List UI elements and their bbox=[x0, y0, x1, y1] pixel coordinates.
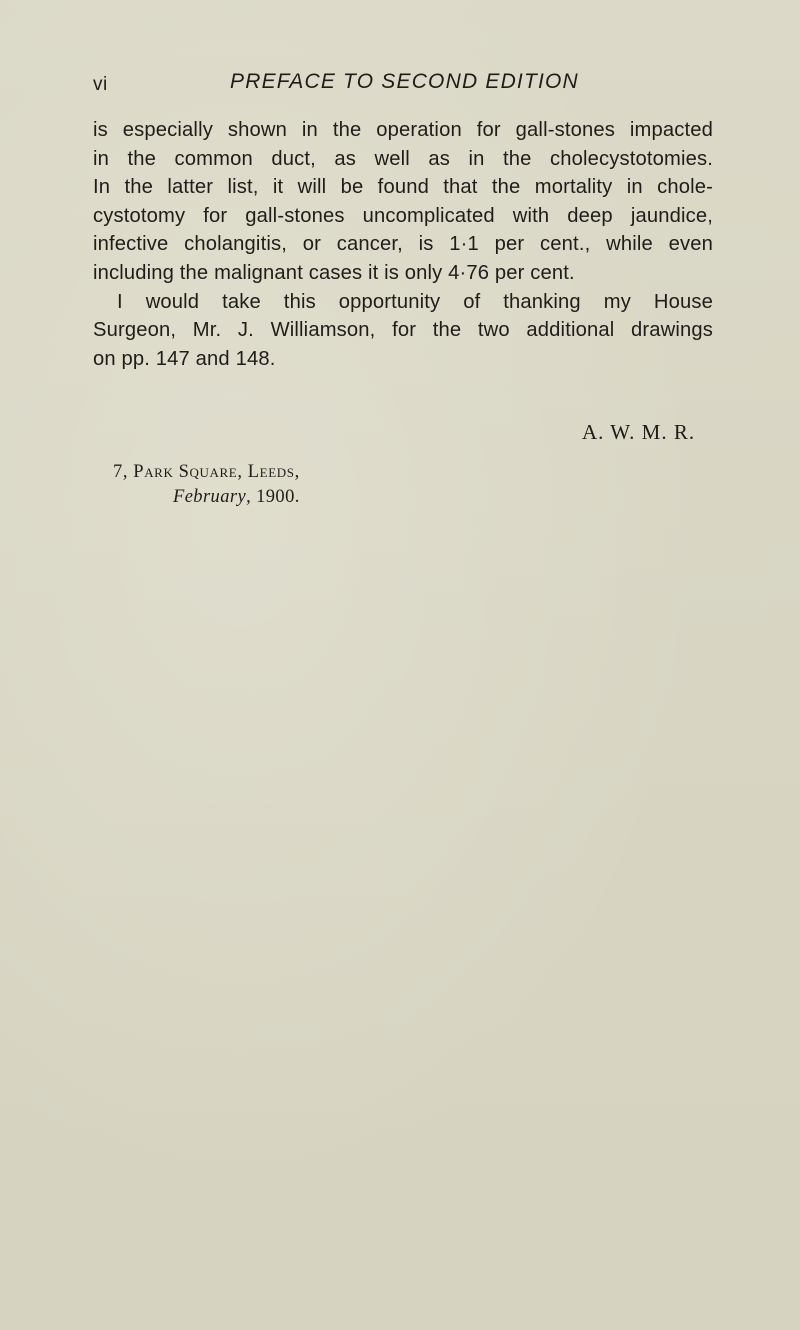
body-text bbox=[93, 116, 713, 373]
text-line: in the common duct, as well as in the cholecystotomies. bbox=[93, 147, 713, 170]
date-year: , 1900. bbox=[246, 487, 300, 507]
text-line: is especially shown in the operation for gall-stones impacted bbox=[93, 119, 713, 141]
running-head: PREFACE TO SECOND EDITION bbox=[230, 70, 579, 93]
text-line: including the malignant cases it is only 4·76 per cent. bbox=[93, 261, 575, 284]
text-line: infective cholangitis, or cancer, is 1·1 per cent., while even bbox=[93, 233, 713, 256]
page-header bbox=[93, 70, 653, 100]
text-line: I would take this opportunity of thanking my House bbox=[117, 290, 713, 313]
author-address: 7, Park Square, Leeds, bbox=[113, 462, 300, 482]
text-line: In the latter list, it will be found that the mortality in chole- bbox=[93, 176, 713, 199]
author-initials: A. W. M. R. bbox=[582, 420, 696, 444]
preface-date bbox=[173, 487, 300, 508]
date-month: February bbox=[173, 487, 247, 507]
text-line: Surgeon, Mr. J. Williamson, for the two additional drawings bbox=[93, 319, 713, 342]
text-line: on pp. 147 and 148. bbox=[93, 347, 276, 370]
text-line: cystotomy for gall-stones uncomplicated with deep jaundice, bbox=[93, 204, 713, 227]
page-number: vi bbox=[93, 74, 108, 95]
